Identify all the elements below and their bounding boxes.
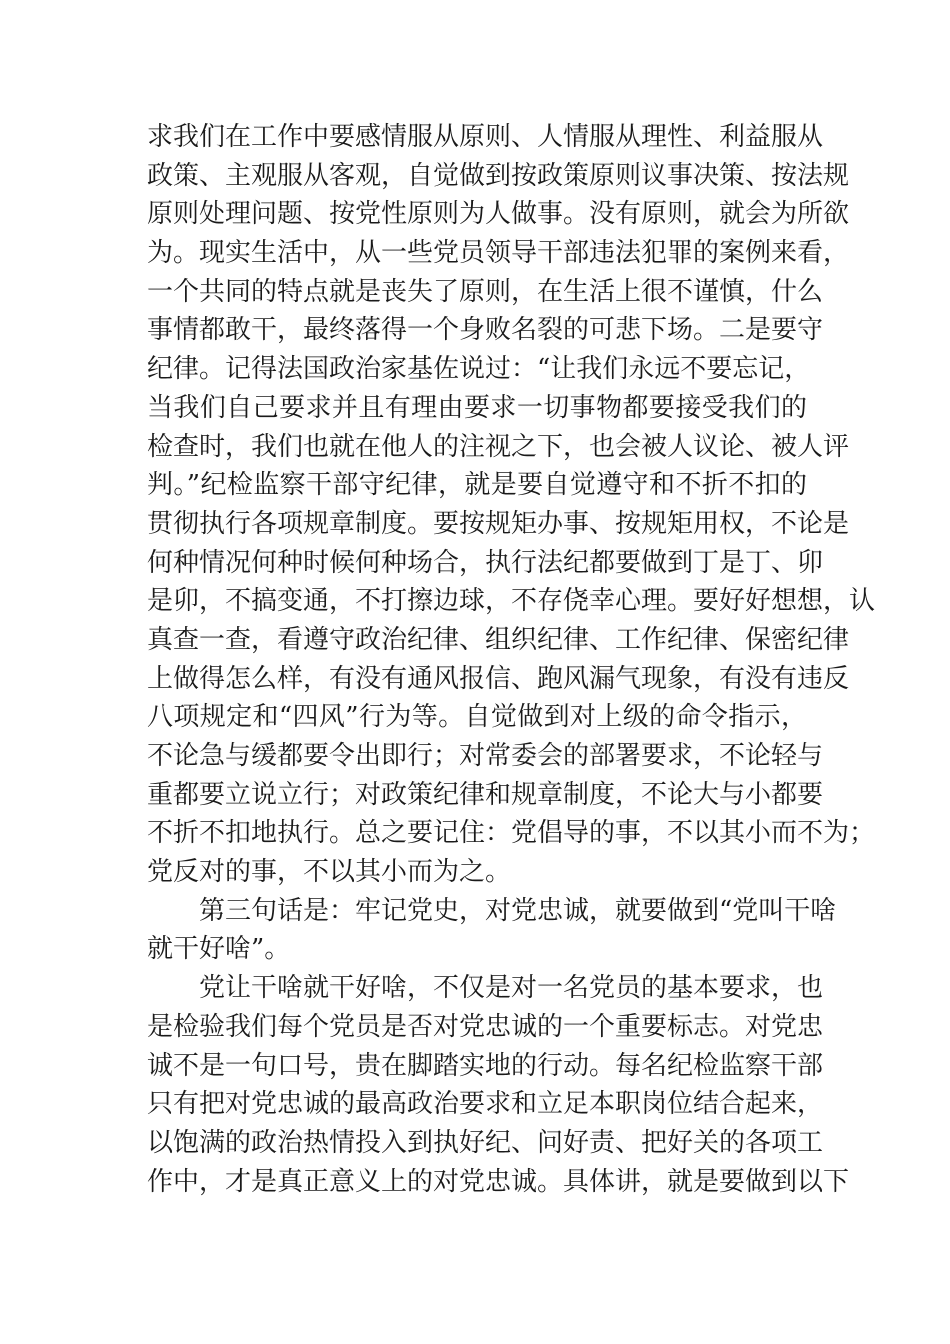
text-line: 政策、主观服从客观，自觉做到按政策原则议事决策、按法规 [147, 160, 850, 191]
text-line: 当我们自己要求并且有理由要求一切事物都要接受我们的 [147, 392, 807, 423]
text-line: 检查时，我们也就在他人的注视之下，也会被人议论、被人评 [147, 431, 850, 462]
text-line: 八项规定和“四风”行为等。自觉做到对上级的命令指示， [147, 702, 807, 733]
text-line: 重都要立说立行；对政策纪律和规章制度，不论大与小都要 [147, 779, 824, 810]
paragraph-p2 [147, 892, 837, 969]
text-line: 是检验我们每个党员是否对党忠诚的一个重要标志。对党忠 [147, 1011, 824, 1042]
text-line: 只有把对党忠诚的最高政治要求和立足本职岗位结合起来， [147, 1089, 824, 1120]
body-text [147, 118, 876, 1201]
text-line: 贯彻执行各项规章制度。要按规矩办事、按规矩用权，不论是 [147, 508, 850, 539]
text-line: 作中，才是真正意义上的对党忠诚。具体讲，就是要做到以下 [147, 1166, 850, 1197]
text-line: 党让干啥就干好啥，不仅是对一名党员的基本要求，也 [199, 973, 824, 1004]
text-line: 就干好啥”。 [147, 934, 291, 965]
text-line: 以饱满的政治热情投入到执好纪、问好责、把好关的各项工 [147, 1127, 824, 1158]
text-line: 事情都敢干，最终落得一个身败名裂的可悲下场。二是要守 [147, 315, 824, 346]
text-line: 求我们在工作中要感情服从原则、人情服从理性、利益服从 [147, 122, 824, 152]
text-line: 是卯，不搞变通，不打擦边球，不存侥幸心理。要好好想想，认 [147, 586, 876, 617]
text-line: 不折不扣地执行。总之要记住：党倡导的事，不以其小而不为； [147, 818, 876, 849]
paragraph-p3 [147, 969, 850, 1201]
paragraph-p1 [147, 118, 876, 892]
text-line: 一个共同的特点就是丧失了原则，在生活上很不谨慎，什么 [147, 276, 824, 307]
text-line: 为。现实生活中，从一些党员领导干部违法犯罪的案例来看， [147, 238, 850, 269]
text-line: 上做得怎么样，有没有通风报信、跑风漏气现象，有没有违反 [147, 663, 850, 694]
text-line: 何种情况何种时候何种场合，执行法纪都要做到丁是丁、卯 [147, 547, 824, 578]
text-line: 诚不是一句口号，贵在脚踏实地的行动。每名纪检监察干部 [147, 1050, 824, 1081]
text-line: 原则处理问题、按党性原则为人做事。没有原则，就会为所欲 [147, 199, 850, 230]
text-line: 第三句话是：牢记党史，对党忠诚，就要做到“党叫干啥 [199, 895, 837, 926]
text-line: 真查一查，看遵守政治纪律、组织纪律、工作纪律、保密纪律 [147, 624, 850, 655]
text-line: 纪律。记得法国政治家基佐说过：“让我们永远不要忘记， [147, 354, 811, 385]
text-line: 党反对的事，不以其小而为之。 [147, 857, 512, 888]
text-line: 不论急与缓都要令出即行；对常委会的部署要求，不论轻与 [147, 741, 824, 771]
text-line: 判。”纪检监察干部守纪律，就是要自觉遵守和不折不扣的 [147, 470, 807, 501]
